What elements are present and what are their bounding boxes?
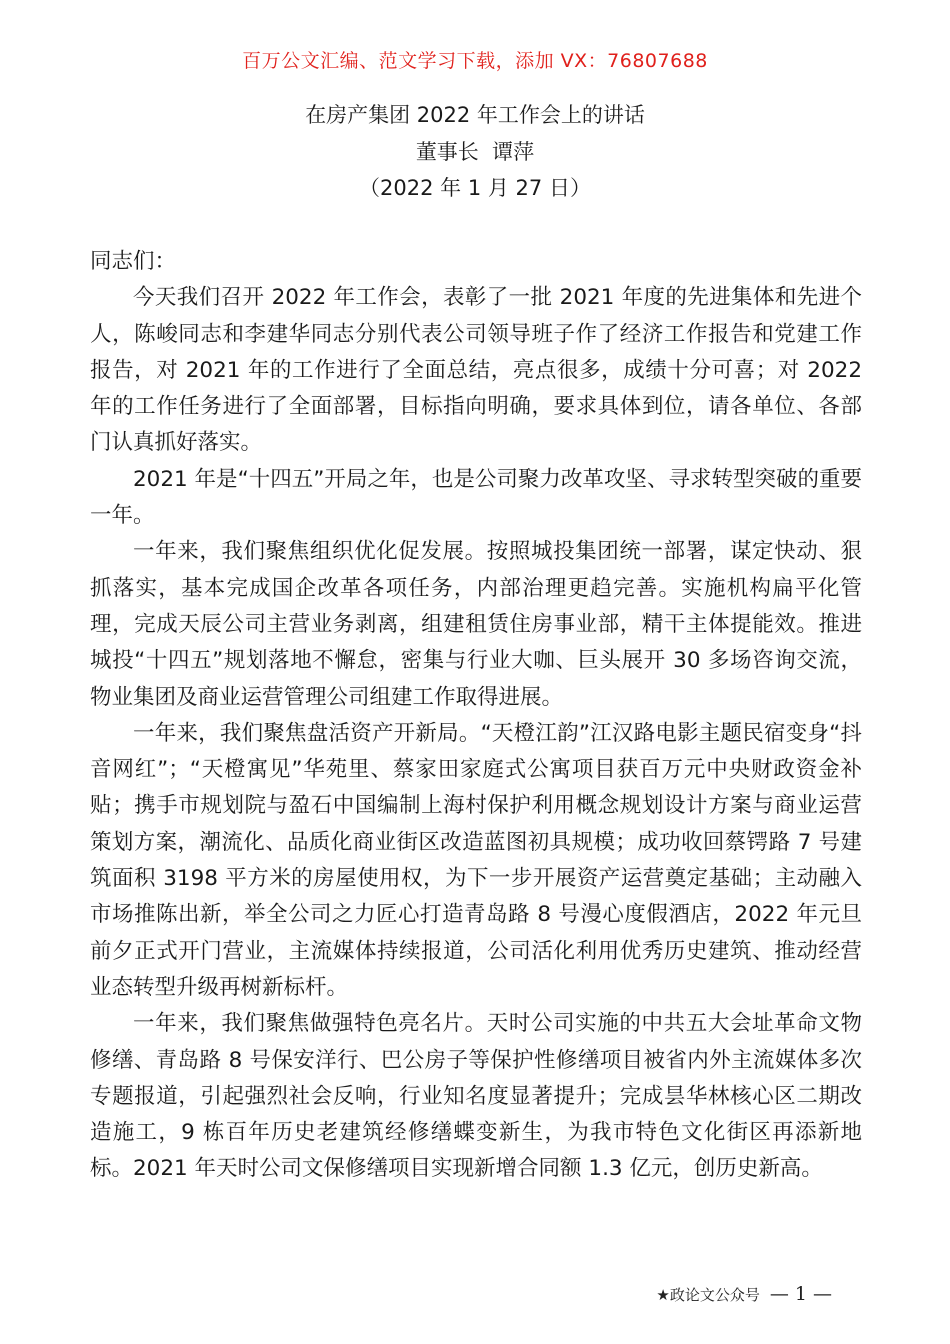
promo-banner: 百万公文汇编、范文学习下载，添加 VX：76807688 (242, 50, 708, 72)
speech-title: 在房产集团 2022 年工作会上的讲话 (305, 103, 645, 127)
footer-source: ★政论文公众号 (656, 1286, 760, 1304)
page-number: — 1 — (769, 1283, 832, 1305)
speech-date: （2022 年 1 月 27 日） (359, 176, 591, 200)
salutation: 同志们： (90, 249, 177, 274)
paragraph: 一年来，我们聚焦组织优化促发展。按照城投集团统一部署，谋定快动、狠抓落实，基本完成国企改革各项任务，内部治理更趋完善。实施机构扁平化管理，完成天辰公司主营业务剥离，组建租赁住房事业部，精干主体提能效。推进城投“十四五”规划落地不懈怠，密集与行业大咖、巨头展开 30 多场咨询交流，物业集团及商业运营管理公司组建工作取得进展。 (90, 539, 862, 710)
page-footer (656, 1283, 832, 1305)
speaker-line: 董事长 谭萍 (415, 140, 535, 164)
paragraph: 2021 年是“十四五”开局之年，也是公司聚力改革攻坚、寻求转型突破的重要一年。 (90, 466, 862, 529)
paragraph: 今天我们召开 2022 年工作会，表彰了一批 2021 年度的先进集体和先进个人，陈峻同志和李建华同志分别代表公司领导班子作了经济工作报告和党建工作报告，对 2021 年的工作进行了全面总结，亮点很多，成绩十分可喜；对 2022 年的工作任务进行了全面部署，目标指向明确，要求具体到位，请各单位、各部门认真抓好落实。 (90, 285, 862, 456)
paragraph: 一年来，我们聚焦做强特色亮名片。天时公司实施的中共五大会址革命文物修缮、青岛路 8 号保安洋行、巴公房子等保护性修缮项目被省内外主流媒体多次专题报道，引起强烈社会反响，行业知名度显著提升；完成昙华林核心区二期改造施工，9 栋百年历史老建筑经修缮蝶变新生，为我市特色文化街区再添新地标。2021 年天时公司文保修缮项目实现新增合同额 1.3 亿元，创历史新高。 (90, 1011, 862, 1182)
speech-body (90, 244, 862, 1188)
paragraph: 一年来，我们聚焦盘活资产开新局。“天橙江韵”江汉路电影主题民宿变身“抖音网红”；“天橙寓见”华苑里、蔡家田家庭式公寓项目获百万元中央财政资金补贴；携手市规划院与盈石中国编制上海村保护利用概念规划设计方案与商业运营策划方案，潮流化、品质化商业街区改造蓝图初具规模；成功收回蔡锷路 7 号建筑面积 3198 平方米的房屋使用权，为下一步开展资产运营奠定基础；主动融入市场推陈出新，举全公司之力匠心打造青岛路 8 号漫心度假酒店，2022 年元旦前夕正式开门营业，主流媒体持续报道，公司活化利用优秀历史建筑、推动经营业态转型升级再树新标杆。 (90, 720, 862, 1000)
